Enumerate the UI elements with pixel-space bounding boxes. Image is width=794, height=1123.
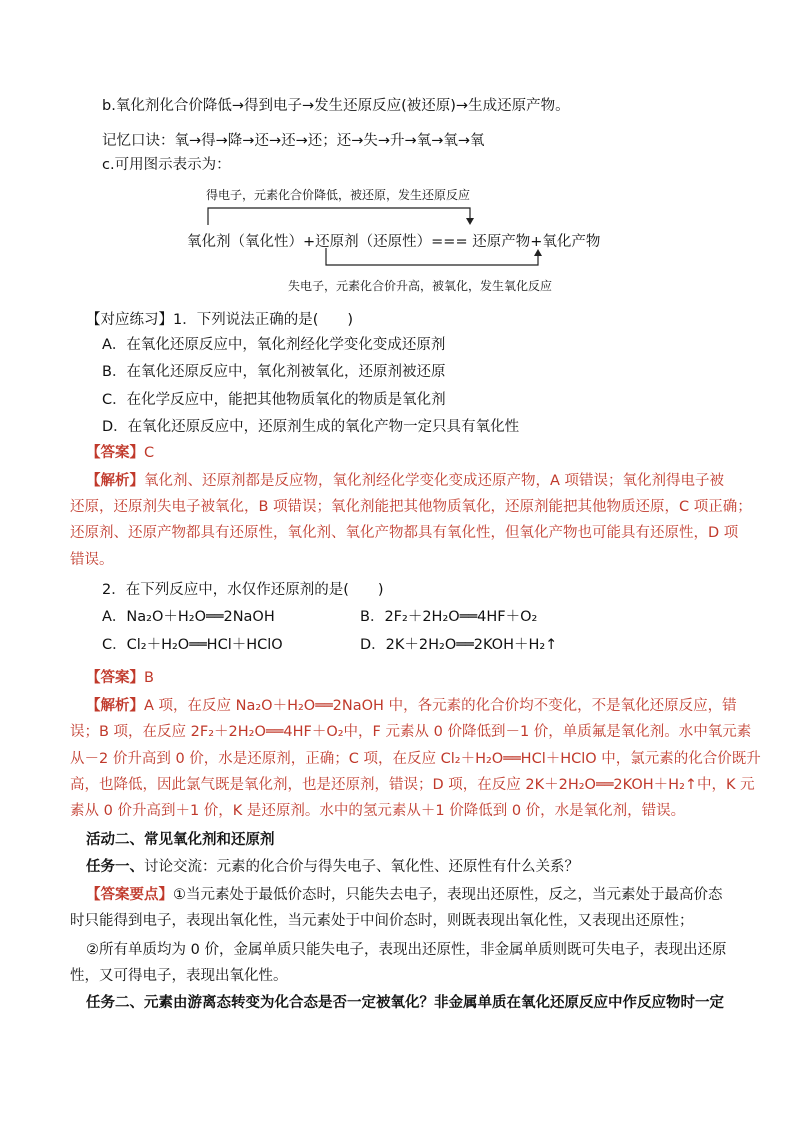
note-c: c.可用图示表示为： bbox=[102, 157, 231, 173]
task2-label: 任务二、 bbox=[86, 995, 144, 1011]
q2-options-row-2 bbox=[102, 635, 702, 655]
q1-analysis-line-2: 还原，还原剂失电子被氧化，B 项错误；氧化剂能把其他物质氧化，还原剂能把其他物质还原，C 项正确； bbox=[70, 499, 752, 515]
q2-options-row-1 bbox=[102, 607, 702, 627]
q1-option-d: D．在氧化还原反应中，还原剂生成的氧化产物一定只具有氧化性 bbox=[102, 419, 520, 435]
diagram-bottom-label: 失电子，元素化合价升高，被氧化，发生氧化反应 bbox=[288, 279, 553, 293]
q2-analysis-line-5: 素从 0 价升高到＋1 价，K 是还原剂。水中的氢元素从＋1 价降低到 0 价，水是氧化剂，错误。 bbox=[70, 803, 686, 819]
q1-option-b: B．在氧化还原反应中，氧化剂被氧化，还原剂被还原 bbox=[102, 364, 446, 380]
arrow-head-down-icon bbox=[466, 218, 474, 225]
gain-electron-arrow bbox=[208, 208, 470, 225]
answer-value: C bbox=[144, 445, 155, 461]
task1: 任务一、讨论交流：元素的化合价与得失电子、氧化性、还原性有什么关系？ bbox=[86, 859, 579, 875]
redox-diagram bbox=[180, 180, 600, 300]
q1-stem: 【对应练习】1．下列说法正确的是( ) bbox=[86, 312, 354, 328]
q1-option-c: C．在化学反应中，能把其他物质氧化的物质是氧化剂 bbox=[102, 392, 446, 408]
diagram-equation: 氧化剂（氧化性）+还原剂（还原性）=== 还原产物+氧化产物 bbox=[187, 234, 601, 250]
q2-answer bbox=[86, 668, 686, 688]
q2-option-c: C．Cl₂＋H₂O══HCl＋HClO bbox=[102, 637, 283, 653]
q2-option-b: B．2F₂＋2H₂O══4HF＋O₂ bbox=[360, 609, 538, 625]
key-line-4: 性，又可得电子，表现出氧化性。 bbox=[70, 968, 288, 984]
mnemonic: 记忆口诀：氧→得→降→还→还→还；还→失→升→氧→氧→氧 bbox=[102, 133, 485, 149]
q1-analysis-line-4: 错误。 bbox=[70, 552, 114, 568]
activity2-title: 活动二、常见氧化剂和还原剂 bbox=[86, 832, 275, 848]
task1-label: 任务一、 bbox=[86, 859, 144, 875]
q1-option-a: A．在氧化还原反应中，氧化剂经化学变化变成还原剂 bbox=[102, 337, 446, 353]
q2-analysis-line-3: 从－2 价升高到 0 价，水是还原剂，正确；C 项，在反应 Cl₂＋H₂O══HCl＋HClO 中，氯元素的化合价既升 bbox=[70, 751, 761, 767]
answer-value: B bbox=[144, 670, 154, 686]
diagram-top-label: 得电子，元素化合价降低，被还原，发生还原反应 bbox=[206, 188, 471, 202]
q2-stem: 2．在下列反应中，水仅作还原剂的是( ) bbox=[102, 582, 384, 598]
note-b: b.氧化剂化合价降低→得到电子→发生还原反应(被还原)→生成还原产物。 bbox=[102, 98, 570, 114]
answer-label: 【答案】 bbox=[86, 445, 144, 461]
q2-option-d: D．2K＋2H₂O══2KOH＋H₂↑ bbox=[360, 637, 558, 653]
analysis-label: 【解析】 bbox=[86, 473, 144, 489]
q2-analysis-line-1: 【解析】A 项，在反应 Na₂O＋H₂O══2NaOH 中，各元素的化合价均不变化，不是氧化还原反应，错 bbox=[86, 698, 737, 714]
key-label: 【答案要点】 bbox=[86, 887, 173, 903]
key-line-3: ②所有单质均为 0 价，金属单质只能失电子，表现出还原性，非金属单质则既可失电子，表现出还原 bbox=[86, 942, 727, 958]
task2: 任务二、元素由游离态转变为化合态是否一定被氧化？非金属单质在氧化还原反应中作反应物时一定 bbox=[86, 995, 724, 1011]
analysis-label: 【解析】 bbox=[86, 698, 144, 714]
q2-analysis-line-2: 误；B 项，在反应 2F₂＋2H₂O══4HF＋O₂中，F 元素从 0 价降低到－1 价，单质氟是氧化剂。水中氧元素 bbox=[70, 724, 752, 740]
q1-analysis-line-1: 【解析】氧化剂、还原剂都是反应物，氧化剂经化学变化变成还原产物，A 项错误；氧化剂得电子被 bbox=[86, 473, 725, 489]
q1-analysis-line-3: 还原剂、还原产物都具有还原性，氧化剂、氧化产物都具有氧化性，但氧化产物也可能具有还原性，D 项 bbox=[70, 525, 739, 541]
q2-analysis-line-4: 高，也降低，因此氯气既是氧化剂，也是还原剂，错误；D 项，在反应 2K＋2H₂O══2KOH＋H₂↑中，K 元 bbox=[70, 777, 755, 793]
answer-label: 【答案】 bbox=[86, 670, 144, 686]
key-line-1: 【答案要点】①当元素处于最低价态时，只能失去电子，表现出还原性，反之，当元素处于最高价态 bbox=[86, 887, 723, 903]
q2-option-a: A．Na₂O＋H₂O══2NaOH bbox=[102, 609, 275, 625]
key-line-2: 时只能得到电子，表现出氧化性，当元素处于中间价态时，则既表现出氧化性，又表现出还原性； bbox=[70, 913, 694, 929]
q1-answer bbox=[86, 443, 686, 463]
